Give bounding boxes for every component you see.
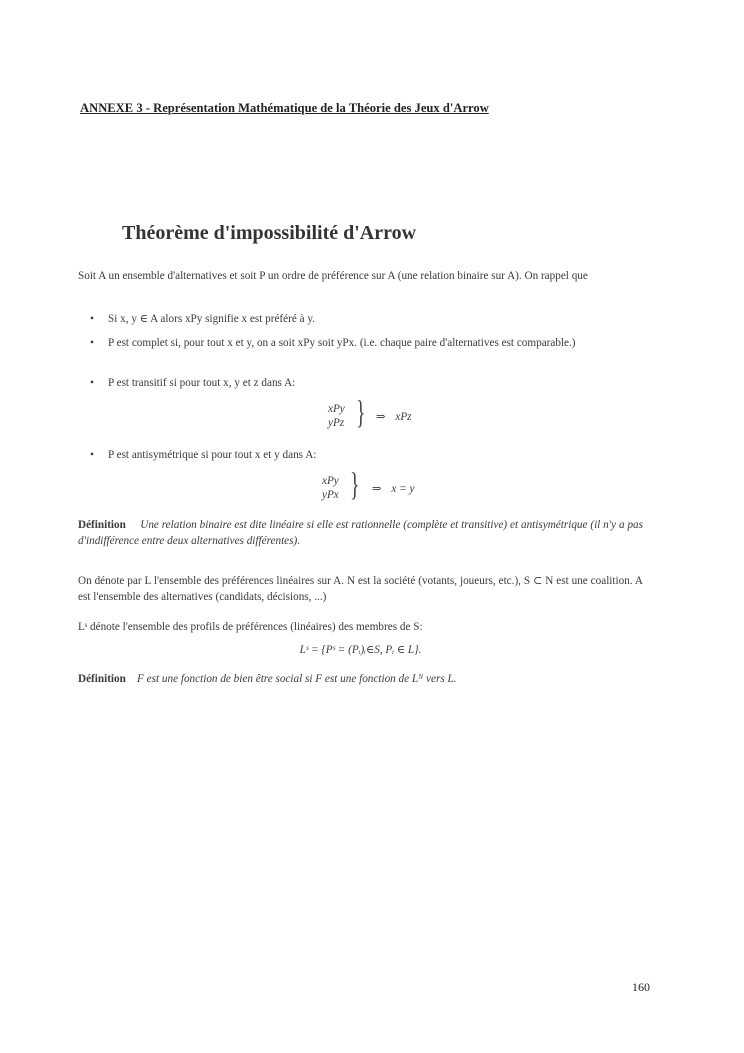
profiles-paragraph: Lˢ dénote l'ensemble des profils de préférences (linéaires) des membres de S: [78, 621, 423, 633]
bullet-text: P est complet si, pour tout x et y, on a soit xPy soit yPx. (i.e. chaque paire d'alternatives est comparable.) [108, 337, 576, 349]
premise-line: xPy [328, 403, 345, 415]
definition-label: Définition [78, 519, 126, 531]
notation-paragraph: On dénote par L l'ensemble des préférences linéaires sur A. N est la société (votants, joueurs, etc.), S ⊂ N est une coalition. A est l'ensemble des alternatives (candidats, décisions, ...) [78, 575, 643, 603]
bullet-dot-icon: • [90, 337, 94, 349]
result-expression: x = y [391, 483, 415, 495]
definition-linear [78, 517, 643, 549]
definition-label: Définition [78, 673, 126, 685]
transitive-result [376, 410, 412, 423]
bullet-item [90, 311, 643, 327]
transitive-premise [328, 402, 345, 430]
definition-body: Une relation binaire est dite linéaire si elle est rationnelle (complète et transitive) et antisymétrique (il n'y a pas d'indifférence entre deux alternatives différentes). [78, 519, 643, 547]
bullet-item [90, 375, 643, 391]
right-brace-icon: } [350, 467, 360, 503]
implies-icon: ⇒ [372, 483, 382, 495]
result-expression: xPz [395, 411, 412, 423]
section-title: Théorème d'impossibilité d'Arrow [122, 222, 417, 244]
antisym-premise [322, 474, 339, 502]
implies-icon: ⇒ [376, 411, 386, 423]
bullet-text: P est transitif si pour tout x, y et z dans A: [108, 377, 296, 389]
bullet-dot-icon: • [90, 313, 94, 325]
bullet-item [90, 335, 643, 351]
bullet-item [90, 447, 643, 463]
bullet-text: P est antisymétrique si pour tout x et y dans A: [108, 449, 317, 461]
premise-line: yPx [322, 489, 339, 501]
intro-paragraph: Soit A un ensemble d'alternatives et soit P un ordre de préférence sur A (une relation binaire sur A). On rappel que [78, 270, 588, 282]
definition-body: F est une fonction de bien être social si F est une fonction de Lᴺ vers L. [137, 673, 457, 685]
antisym-result [372, 482, 414, 495]
right-brace-icon: } [356, 395, 366, 431]
page-number: 160 [632, 980, 650, 994]
profiles-formula: Lˢ = {Pˢ = (Pᵢ)ᵢ∈S, Pᵢ ∈ L}. [299, 644, 422, 656]
definition-social-welfare [78, 671, 643, 687]
bullet-dot-icon: • [90, 449, 94, 461]
premise-line: yPz [328, 417, 345, 429]
premise-line: xPy [322, 475, 339, 487]
bullet-dot-icon: • [90, 377, 94, 389]
bullet-text: Si x, y ∈ A alors xPy signifie x est préféré à y. [108, 313, 316, 325]
annex-heading: ANNEXE 3 - Représentation Mathématique de la Théorie des Jeux d'Arrow [80, 101, 489, 115]
